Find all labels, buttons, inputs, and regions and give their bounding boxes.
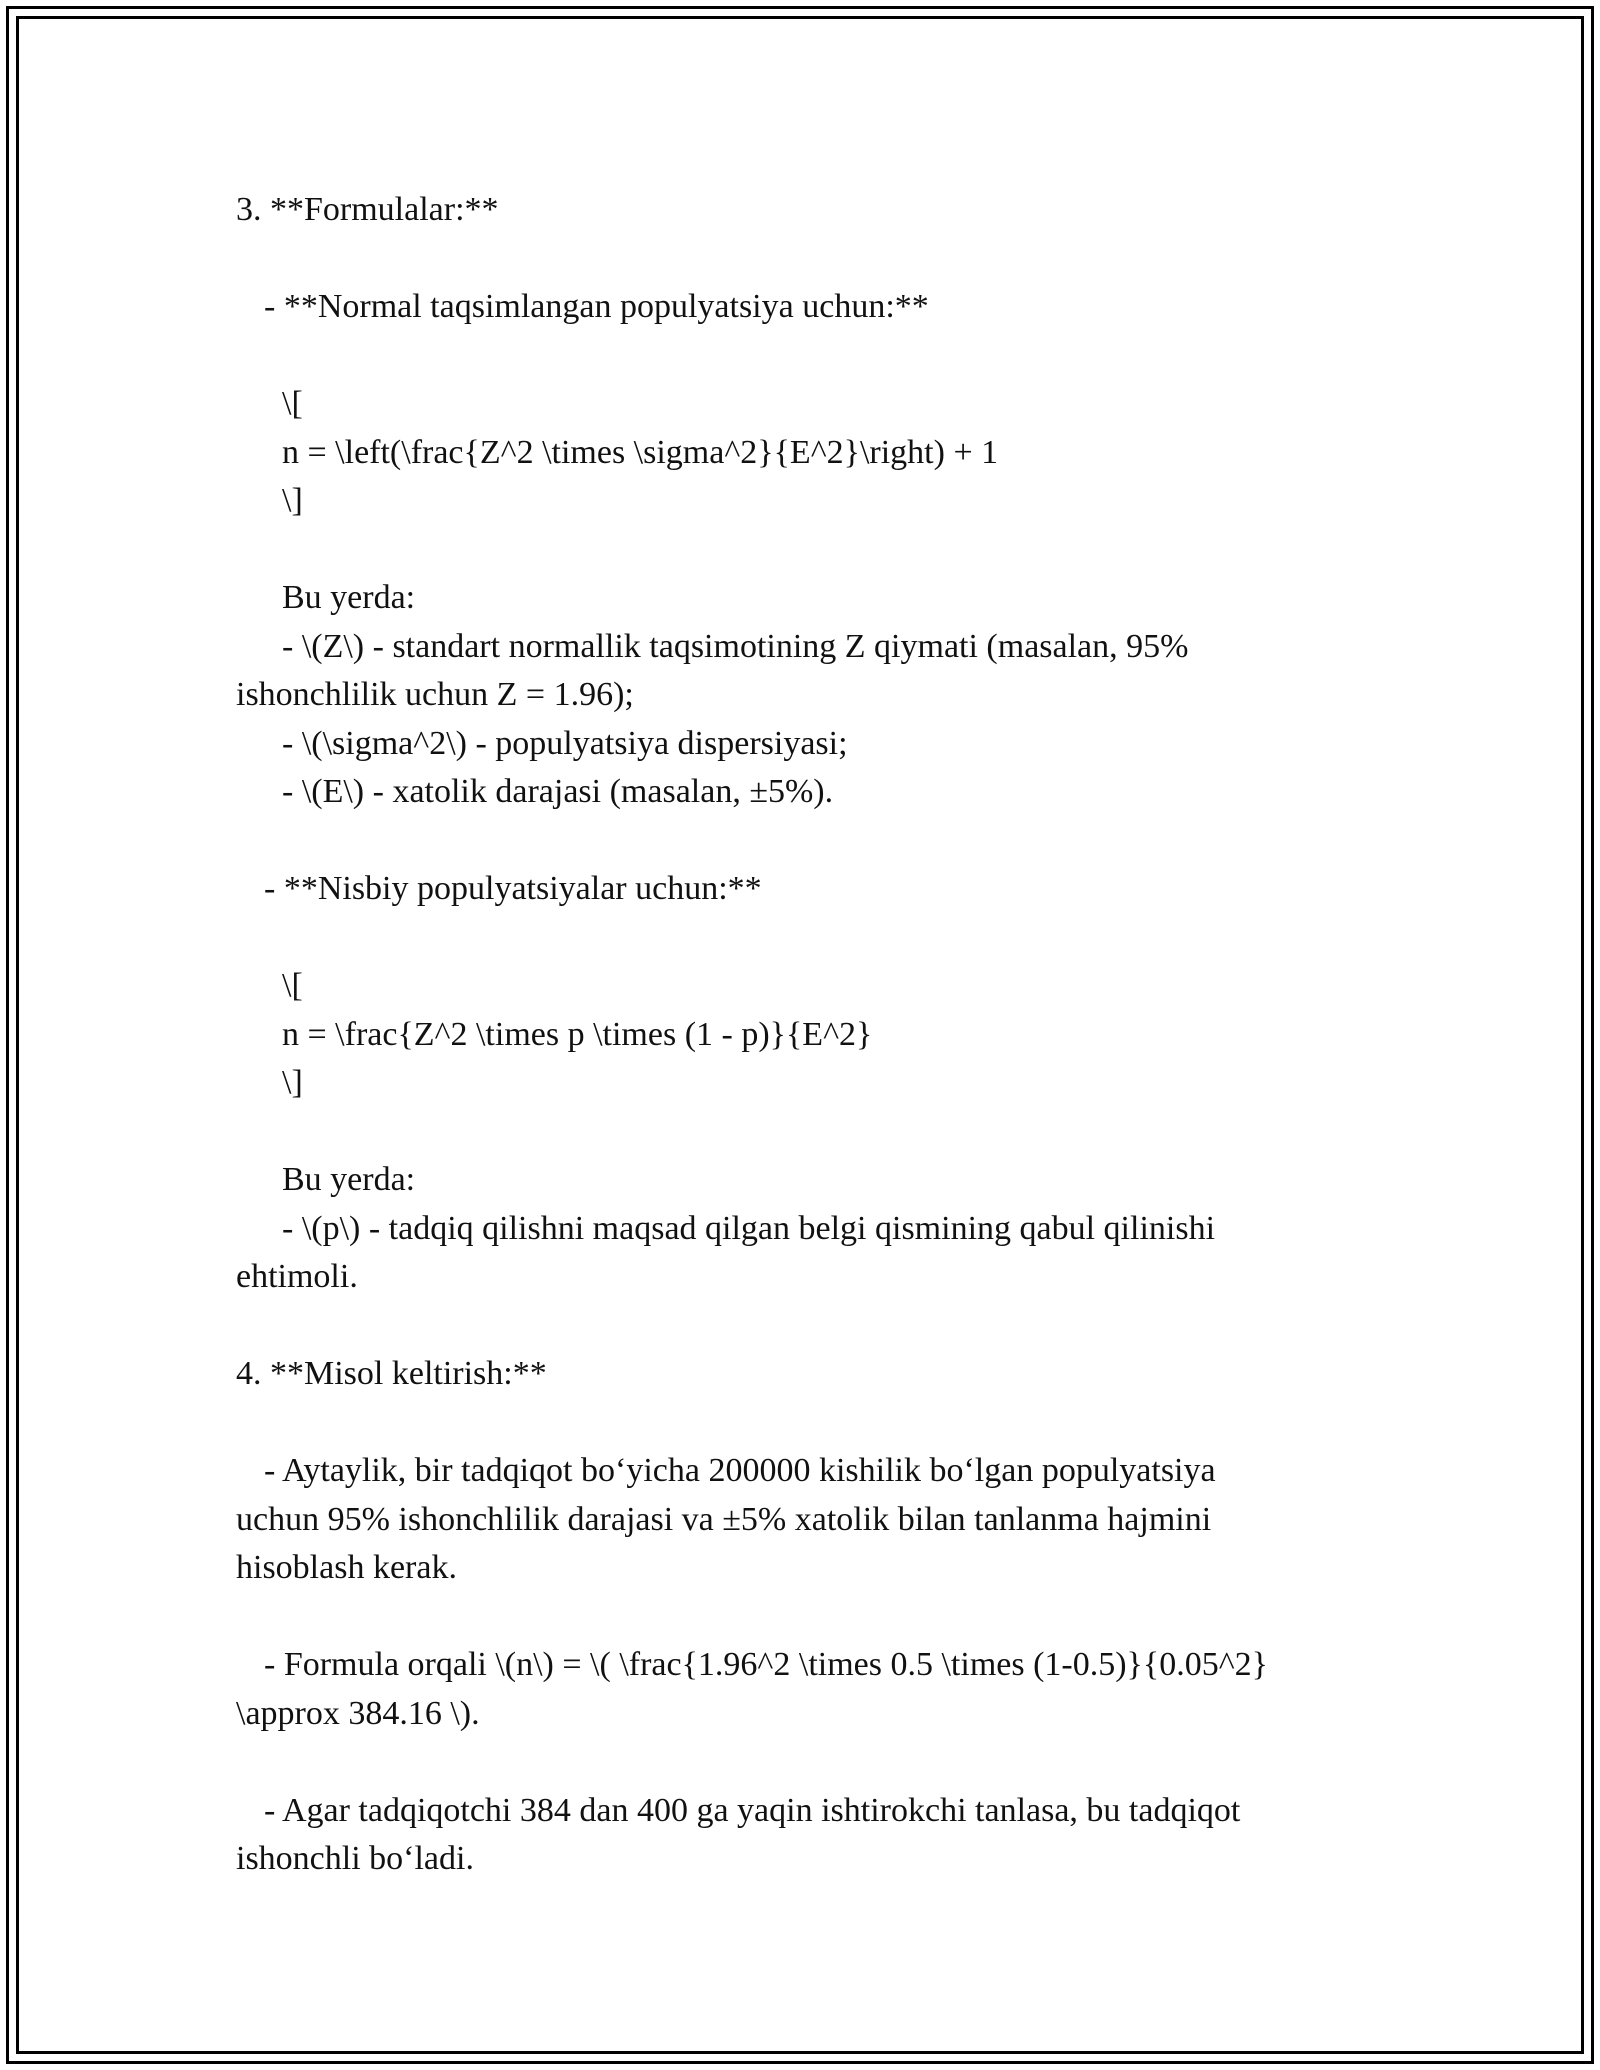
relative-formula: n = \frac{Z^2 \times p \times (1 - p)}{E^2}: [282, 1015, 873, 1053]
example-paragraph-2-line-2: \approx 384.16 \).: [236, 1694, 480, 1732]
example-paragraph-2: - Formula orqali \(n\) = \( \frac{1.96^2 \times 0.5 \times (1-0.5)}{0.05^2}: [264, 1646, 1268, 1683]
example-paragraph-1-line-3: hisoblash kerak.: [236, 1549, 457, 1586]
p-definition-continued: ehtimoli.: [236, 1258, 358, 1295]
formula-close-delimiter: \]: [282, 1064, 303, 1101]
formula-open-delimiter: \[: [282, 385, 303, 422]
section-4-heading: 4. **Misol keltirish:**: [236, 1355, 547, 1392]
document-body: [236, 186, 1366, 1884]
z-definition-continued: ishonchlilik uchun Z = 1.96);: [236, 676, 634, 713]
formula-close-delimiter: \]: [282, 482, 303, 519]
relative-population-title: - **Nisbiy populyatsiyalar uchun:**: [264, 870, 762, 907]
section-3-heading: 3. **Formulalar:**: [236, 191, 499, 228]
example-paragraph-1-line-2: uchun 95% ishonchlilik darajasi va ±5% xatolik bilan tanlanma hajmini: [236, 1500, 1212, 1538]
where-label: Bu yerda:: [282, 579, 416, 616]
example-paragraph-3: - Agar tadqiqotchi 384 dan 400 ga yaqin ishtirokchi tanlasa, bu tadqiqot: [264, 1791, 1241, 1829]
z-definition: - \(Z\) - standart normallik taqsimotining Z qiymati (masalan, 95%: [282, 627, 1189, 665]
normal-population-title: - **Normal taqsimlangan populyatsiya uchun:**: [264, 288, 929, 325]
example-paragraph-1: - Aytaylik, bir tadqiqot bo‘yicha 200000 kishilik bo‘lgan populyatsiya: [264, 1452, 1216, 1489]
formula-open-delimiter: \[: [282, 967, 303, 1004]
e-definition: - \(E\) - xatolik darajasi (masalan, ±5%).: [282, 773, 834, 810]
normal-formula: n = \left(\frac{Z^2 \times \sigma^2}{E^2}\right) + 1: [282, 433, 999, 471]
sigma-definition: - \(\sigma^2\) - populyatsiya dispersiyasi;: [282, 724, 848, 762]
p-definition: - \(p\) - tadqiq qilishni maqsad qilgan belgi qismining qabul qilinishi: [282, 1209, 1216, 1247]
example-paragraph-3-line-2: ishonchli bo‘ladi.: [236, 1840, 474, 1877]
where-label: Bu yerda:: [282, 1161, 416, 1198]
